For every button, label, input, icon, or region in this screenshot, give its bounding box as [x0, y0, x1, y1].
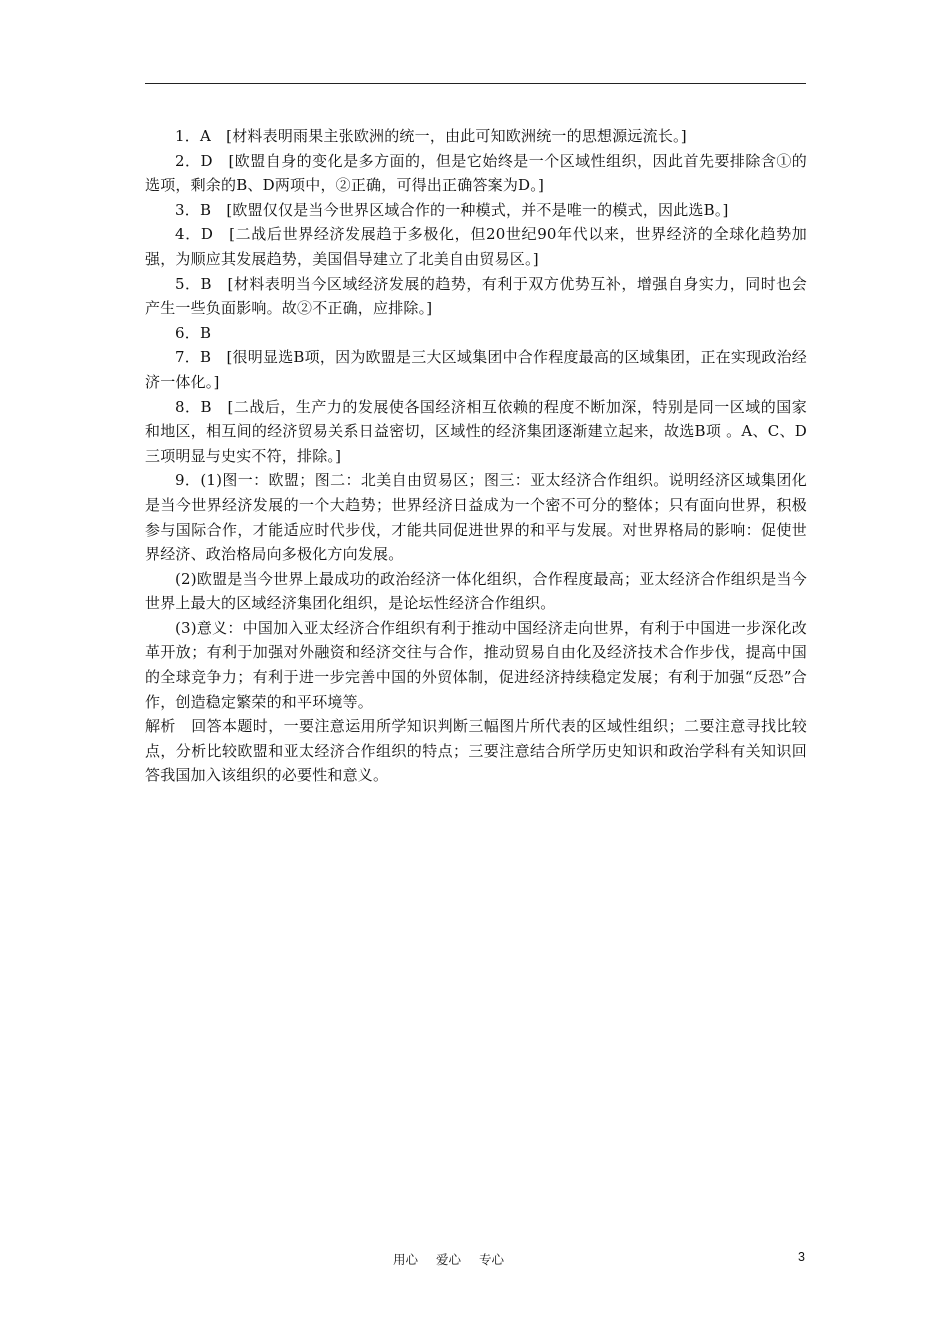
page-footer — [0, 1250, 950, 1270]
header-rule — [145, 83, 806, 84]
answer-3: 3．B [欧盟仅仅是当今世界区域合作的一种模式，并不是唯一的模式，因此选B。] — [175, 200, 729, 219]
answer-4: 4．D [二战后世界经济发展趋于多极化，但20世纪90年代以来，世界经济的全球化趋势加强，为顺应其发展趋势，美国倡导建立了北美自由贸易区。] — [145, 225, 807, 268]
answer-9-part-2: (2)欧盟是当今世界上最成功的政治经济一体化组织，合作程度最高；亚太经济合作组织是当今世界上最大的区域经济集团化组织，是论坛性经济合作组织。 — [145, 569, 807, 613]
answer-6: 6．B — [175, 323, 212, 342]
answer-5: 5．B [材料表明当今区域经济发展的趋势，有利于双方优势互补，增强自身实力，同时也会产生一些负面影响。故②不正确，应排除。] — [145, 274, 807, 318]
answer-7: 7．B [很明显选B项，因为欧盟是三大区域集团中合作程度最高的区域集团，正在实现政治经济一体化。] — [145, 348, 807, 391]
analysis-paragraph: 解析 回答本题时，一要注意运用所学知识判断三幅图片所代表的区域性组织；二要注意寻找比较点，分析比较欧盟和亚太经济合作组织的特点；三要注意结合所学历史知识和政治学科有关知识回答我国加入该组织的必要性和意义。 — [145, 717, 807, 785]
page-number: 3 — [798, 1250, 805, 1264]
answer-9-part-3: (3)意义：中国加入亚太经济合作组织有利于推动中国经济走向世界，有利于中国进一步深化改革开放；有利于加强对外融资和经济交往与合作，推动贸易自由化及经济技术合作步伐，提高中国的全球竞争力；有利于进一步完善中国的外贸体制，促进经济持续稳定发展；有利于加强“反恐”合作，创造稳定繁荣的和平环境等。 — [145, 618, 807, 711]
answer-2: 2．D [欧盟自身的变化是多方面的，但是它始终是一个区域性组织，因此首先要排除含①的选项，剩余的B、D两项中，②正确，可得出正确答案为D。] — [145, 151, 807, 195]
answer-key-content — [145, 124, 807, 788]
answer-9-part-1: 9．(1)图一：欧盟；图二：北美自由贸易区；图三：亚太经济合作组织。说明经济区域集团化是当今世界经济发展的一个大趋势；世界经济日益成为一个密不可分的整体；只有面向世界，积极参与国际合作，才能适应时代步伐，才能共同促进世界的和平与发展。对世界格局的影响：促使世界经济、政治格局向多极化方向发展。 — [145, 471, 807, 564]
answer-8: 8．B [二战后，生产力的发展使各国经济相互依赖的程度不断加深，特别是同一区域的国家和地区，相互间的经济贸易关系日益密切，区域性的经济集团逐渐建立起来，故选B项 。A、C、D三项明显与史实不符，排除。] — [145, 397, 807, 465]
footer-motto: 用心 爱心 专心 — [393, 1252, 504, 1267]
answer-1: 1．A [材料表明雨果主张欧洲的统一，由此可知欧洲统一的思想源远流长。] — [175, 127, 687, 145]
